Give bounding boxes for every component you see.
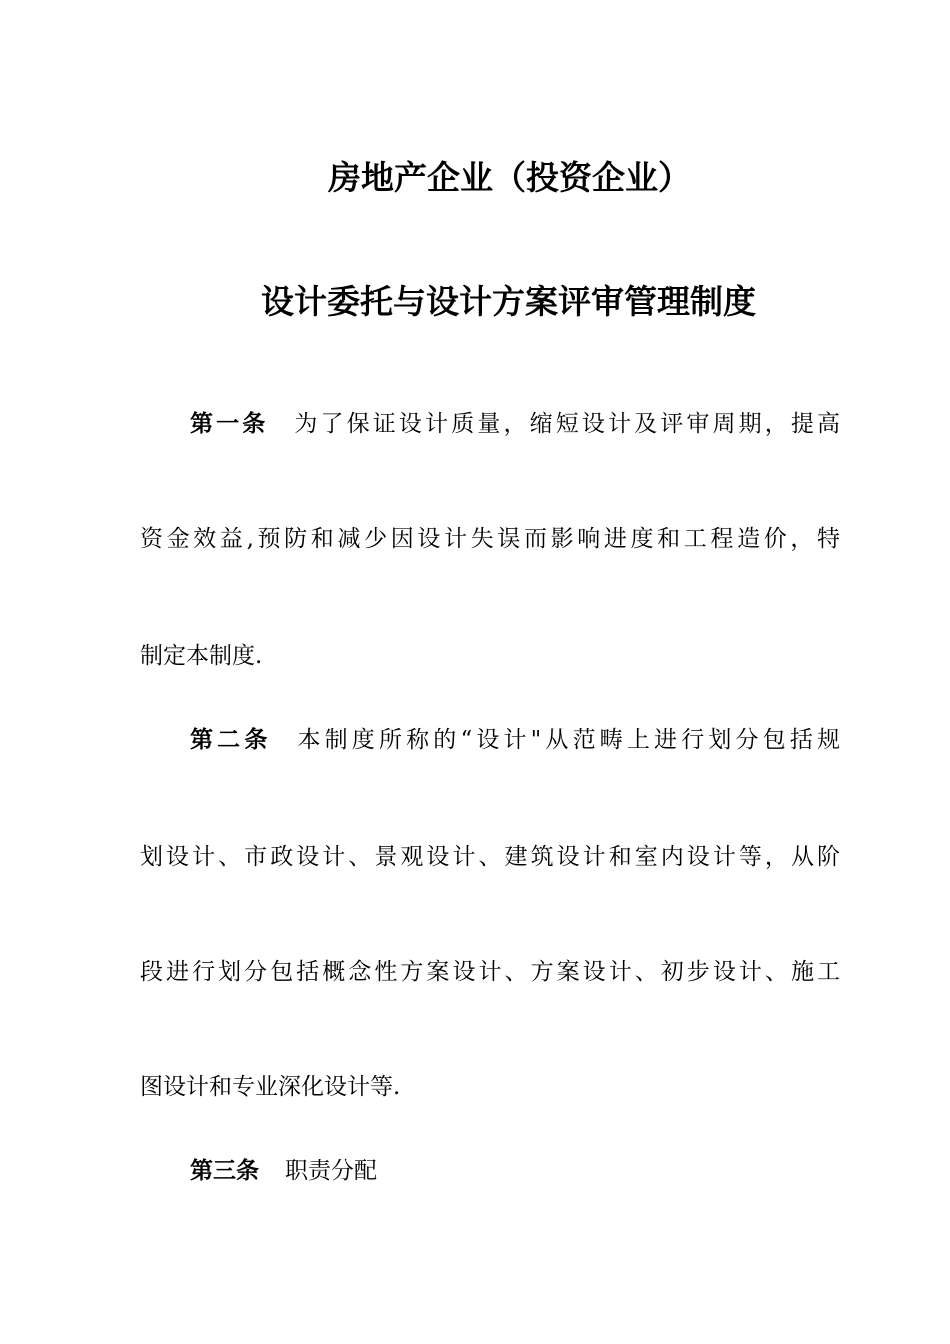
article-2-line-1 <box>190 723 840 757</box>
article-1-line-2: 资金效益,预防和减少因设计失误而影响进度和工程造价，特 <box>140 526 840 552</box>
article-2-line-3: 段进行划分包括概念性方案设计、方案设计、初步设计、施工 <box>140 959 840 985</box>
article-2-label: 第二条 <box>190 727 272 753</box>
article-2-text-1: 本制度所称的“设计"从范畴上进行划分包括规 <box>297 727 841 753</box>
article-1-label: 第一条 <box>190 411 269 437</box>
article-2-line-2: 划设计、市政设计、景观设计、建筑设计和室内设计等，从阶 <box>140 844 840 870</box>
article-1-line-1 <box>190 407 840 441</box>
article-2-line-4: 图设计和专业深化设计等. <box>140 1074 401 1100</box>
article-1-text-1: 为了保证设计质量，缩短设计及评审周期，提高 <box>294 411 841 437</box>
document-title-line-1: 房地产企业（投资企业） <box>328 158 691 197</box>
article-1-line-3: 制定本制度. <box>140 643 263 669</box>
document-title-line-2: 设计委托与设计方案评审管理制度 <box>261 282 756 321</box>
article-3-text-1: 职责分配 <box>285 1158 377 1184</box>
article-3-label: 第三条 <box>190 1158 259 1184</box>
article-3-line-1 <box>190 1154 840 1188</box>
